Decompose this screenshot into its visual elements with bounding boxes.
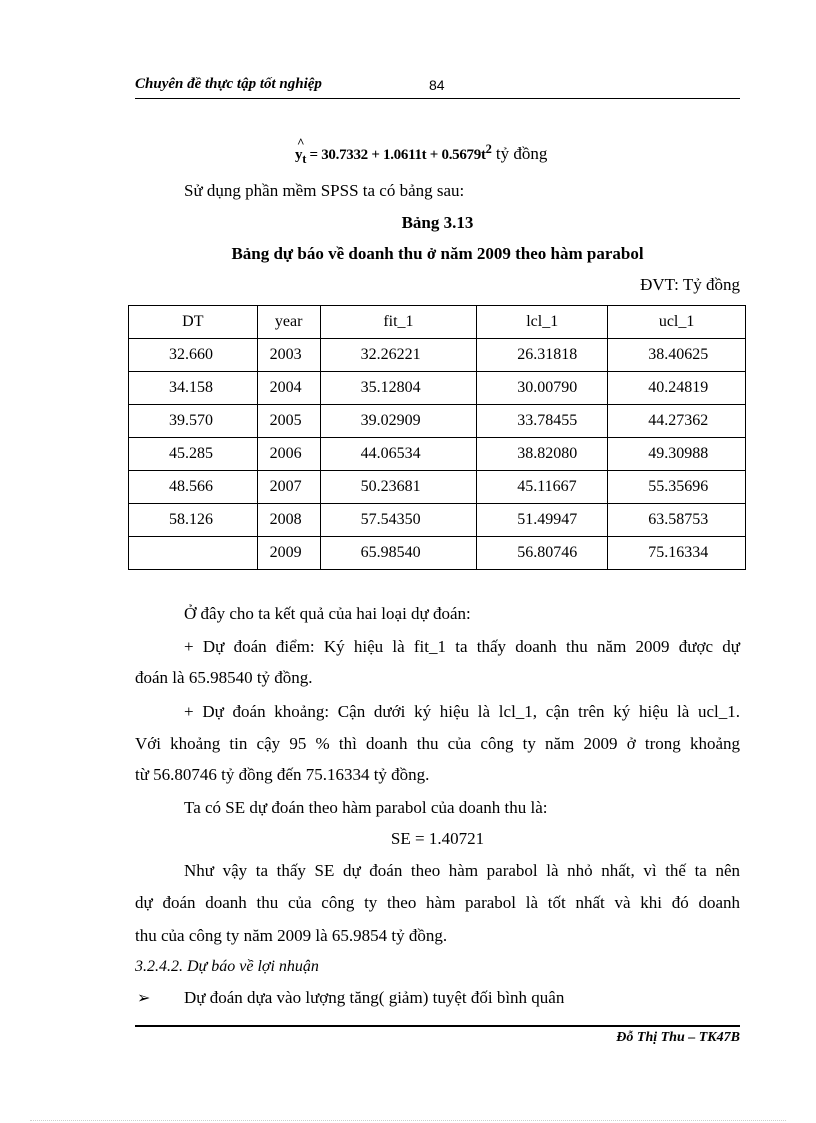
cell-fit: 39.02909 [320, 405, 477, 438]
cell-year: 2005 [257, 405, 320, 438]
formula-unit: tỷ đồng [491, 144, 548, 163]
cell-year: 2006 [257, 438, 320, 471]
conclusion-line2: dự đoán doanh thu của công ty theo hàm parabol là tốt nhất và khi đó doanh [135, 893, 740, 912]
paragraph-results: Ở đây cho ta kết quả của hai loại dự đoán: [184, 604, 471, 623]
footer-divider [135, 1025, 740, 1027]
header-title: Chuyên đề thực tập tốt nghiệp [135, 76, 322, 92]
table-row [129, 537, 746, 570]
cell-ucl: 38.40625 [608, 339, 746, 372]
header-dt: DT [129, 306, 258, 339]
cell-year: 2009 [257, 537, 320, 570]
cell-ucl: 40.24819 [608, 372, 746, 405]
cell-fit: 35.12804 [320, 372, 477, 405]
cell-ucl: 75.16334 [608, 537, 746, 570]
cell-year: 2003 [257, 339, 320, 372]
cell-lcl: 38.82080 [477, 438, 608, 471]
formula-rhs: = 30.7332 + 1.0611t + 0.5679t [306, 147, 486, 163]
table-row [129, 438, 746, 471]
cell-fit: 65.98540 [320, 537, 477, 570]
table-caption: Bảng dự báo về doanh thu ở năm 2009 theo hàm parabol [231, 244, 644, 263]
table-row [129, 339, 746, 372]
cell-lcl: 26.31818 [477, 339, 608, 372]
page-edge-divider [30, 1120, 786, 1121]
interval-forecast-line2: Với khoảng tin cậy 95 % thì doanh thu của công ty năm 2009 ở trong khoảng [135, 734, 740, 753]
cell-year: 2008 [257, 504, 320, 537]
se-value: SE = 1.40721 [390, 829, 485, 848]
page-number: 84 [429, 77, 445, 93]
cell-dt: 45.285 [129, 438, 258, 471]
section-heading: 3.2.4.2. Dự báo về lợi nhuận [135, 958, 319, 975]
table-header-row [129, 306, 746, 339]
table-row [129, 504, 746, 537]
table-row [129, 471, 746, 504]
header-fit: fit_1 [320, 306, 477, 339]
cell-fit: 57.54350 [320, 504, 477, 537]
bullet-text: Dự đoán dựa vào lượng tăng( giảm) tuyệt đối bình quân [184, 988, 565, 1007]
regression-formula [295, 142, 547, 167]
header-year: year [257, 306, 320, 339]
intro-text: Sử dụng phần mềm SPSS ta có bảng sau: [184, 181, 465, 200]
cell-lcl: 45.11667 [477, 471, 608, 504]
cell-year: 2007 [257, 471, 320, 504]
conclusion-line1: Như vậy ta thấy SE dự đoán theo hàm parabol là nhỏ nhất, vì thế ta nên [184, 861, 740, 880]
formula-lhs: ^ y [295, 147, 302, 164]
cell-lcl: 51.49947 [477, 504, 608, 537]
table-row [129, 372, 746, 405]
cell-lcl: 30.00790 [477, 372, 608, 405]
table-row [129, 405, 746, 438]
cell-lcl: 56.80746 [477, 537, 608, 570]
cell-fit: 32.26221 [320, 339, 477, 372]
cell-lcl: 33.78455 [477, 405, 608, 438]
cell-fit: 50.23681 [320, 471, 477, 504]
footer-author: Đỗ Thị Thu – TK47B [616, 1030, 740, 1045]
interval-forecast-line1: + Dự đoán khoảng: Cận dưới ký hiệu là lcl_1, cận trên ký hiệu là ucl_1. [184, 702, 740, 721]
cell-dt: 39.570 [129, 405, 258, 438]
point-forecast-line2: đoán là 65.98540 tỷ đồng. [135, 668, 313, 687]
se-intro: Ta có SE dự đoán theo hàm parabol của doanh thu là: [184, 798, 548, 817]
cell-dt: 34.158 [129, 372, 258, 405]
header-lcl: lcl_1 [477, 306, 608, 339]
cell-ucl: 49.30988 [608, 438, 746, 471]
arrow-bullet-icon: ➢ [137, 990, 151, 1007]
cell-ucl: 63.58753 [608, 504, 746, 537]
cell-ucl: 44.27362 [608, 405, 746, 438]
cell-dt [129, 537, 258, 570]
cell-fit: 44.06534 [320, 438, 477, 471]
cell-dt: 48.566 [129, 471, 258, 504]
point-forecast-line1: + Dự đoán điểm: Ký hiệu là fit_1 ta thấy doanh thu năm 2009 được dự [184, 637, 740, 656]
cell-dt: 32.660 [129, 339, 258, 372]
formula-power: 2 [485, 142, 492, 156]
table-title: Bảng 3.13 [401, 213, 474, 232]
unit-label: ĐVT: Tỷ đồng [640, 275, 740, 294]
interval-forecast-line3: từ 56.80746 tỷ đồng đến 75.16334 tỷ đồng. [135, 765, 430, 784]
cell-ucl: 55.35696 [608, 471, 746, 504]
formula-subscript: t [302, 152, 307, 166]
cell-year: 2004 [257, 372, 320, 405]
page-header [135, 76, 740, 99]
forecast-table [128, 305, 746, 570]
header-ucl: ucl_1 [608, 306, 746, 339]
cell-dt: 58.126 [129, 504, 258, 537]
bullet-item [137, 988, 565, 1008]
conclusion-line3: thu của công ty năm 2009 là 65.9854 tỷ đồng. [135, 926, 448, 945]
